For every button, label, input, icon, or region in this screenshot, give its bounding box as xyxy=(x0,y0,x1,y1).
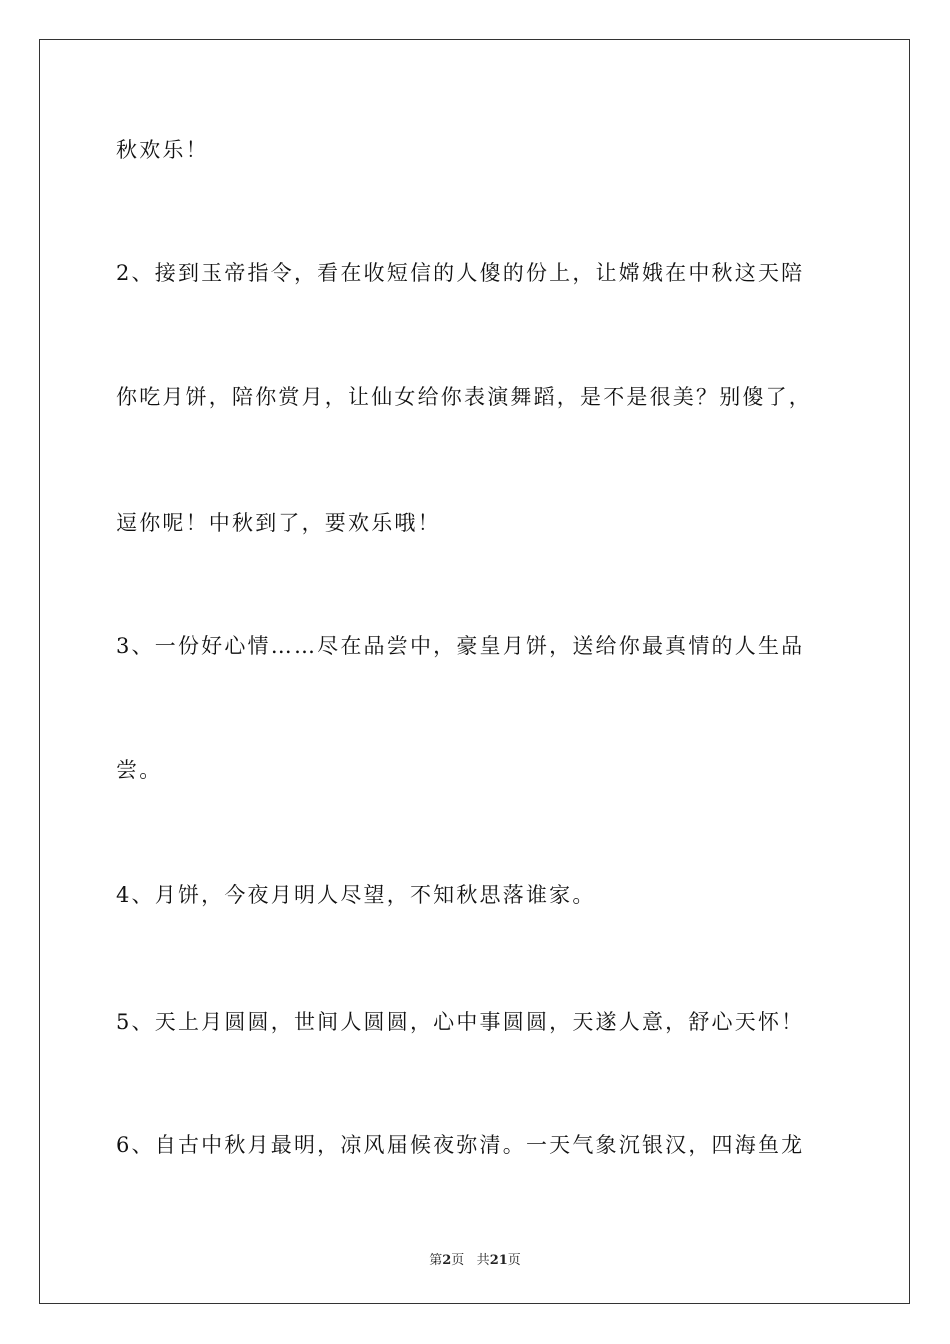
page-number-suffix: 页 xyxy=(451,1253,465,1268)
page-number-current: 2 xyxy=(442,1253,452,1268)
page-frame xyxy=(39,39,910,1304)
body-text-line: 5、天上月圆圆，世间人圆圆，心中事圆圆，天遂人意，舒心天怀！ xyxy=(116,1010,805,1034)
page-total-prefix: 共 xyxy=(476,1253,490,1268)
body-text-line: 秋欢乐！ xyxy=(116,138,209,162)
page-total-suffix: 页 xyxy=(507,1253,521,1268)
page-number-prefix: 第 xyxy=(429,1253,443,1268)
body-text-line: 4、月饼，今夜月明人尽望，不知秋思落谁家。 xyxy=(116,883,596,907)
page-footer xyxy=(0,1249,950,1268)
body-text-line: 6、自古中秋月最明，凉风届候夜弥清。一天气象沉银汉，四海鱼龙 xyxy=(116,1133,805,1157)
body-text-line: 2、接到玉帝指令，看在收短信的人傻的份上，让嫦娥在中秋这天陪 xyxy=(116,261,805,285)
body-text-line: 尝。 xyxy=(116,758,163,782)
body-text-line: 你吃月饼，陪你赏月，让仙女给你表演舞蹈，是不是很美？别傻了， xyxy=(116,385,812,409)
page-total: 21 xyxy=(489,1253,508,1268)
body-text-line: 3、一份好心情……尽在品尝中，豪皇月饼，送给你最真情的人生品 xyxy=(116,634,805,658)
body-text-line: 逗你呢！中秋到了，要欢乐哦！ xyxy=(116,511,441,535)
